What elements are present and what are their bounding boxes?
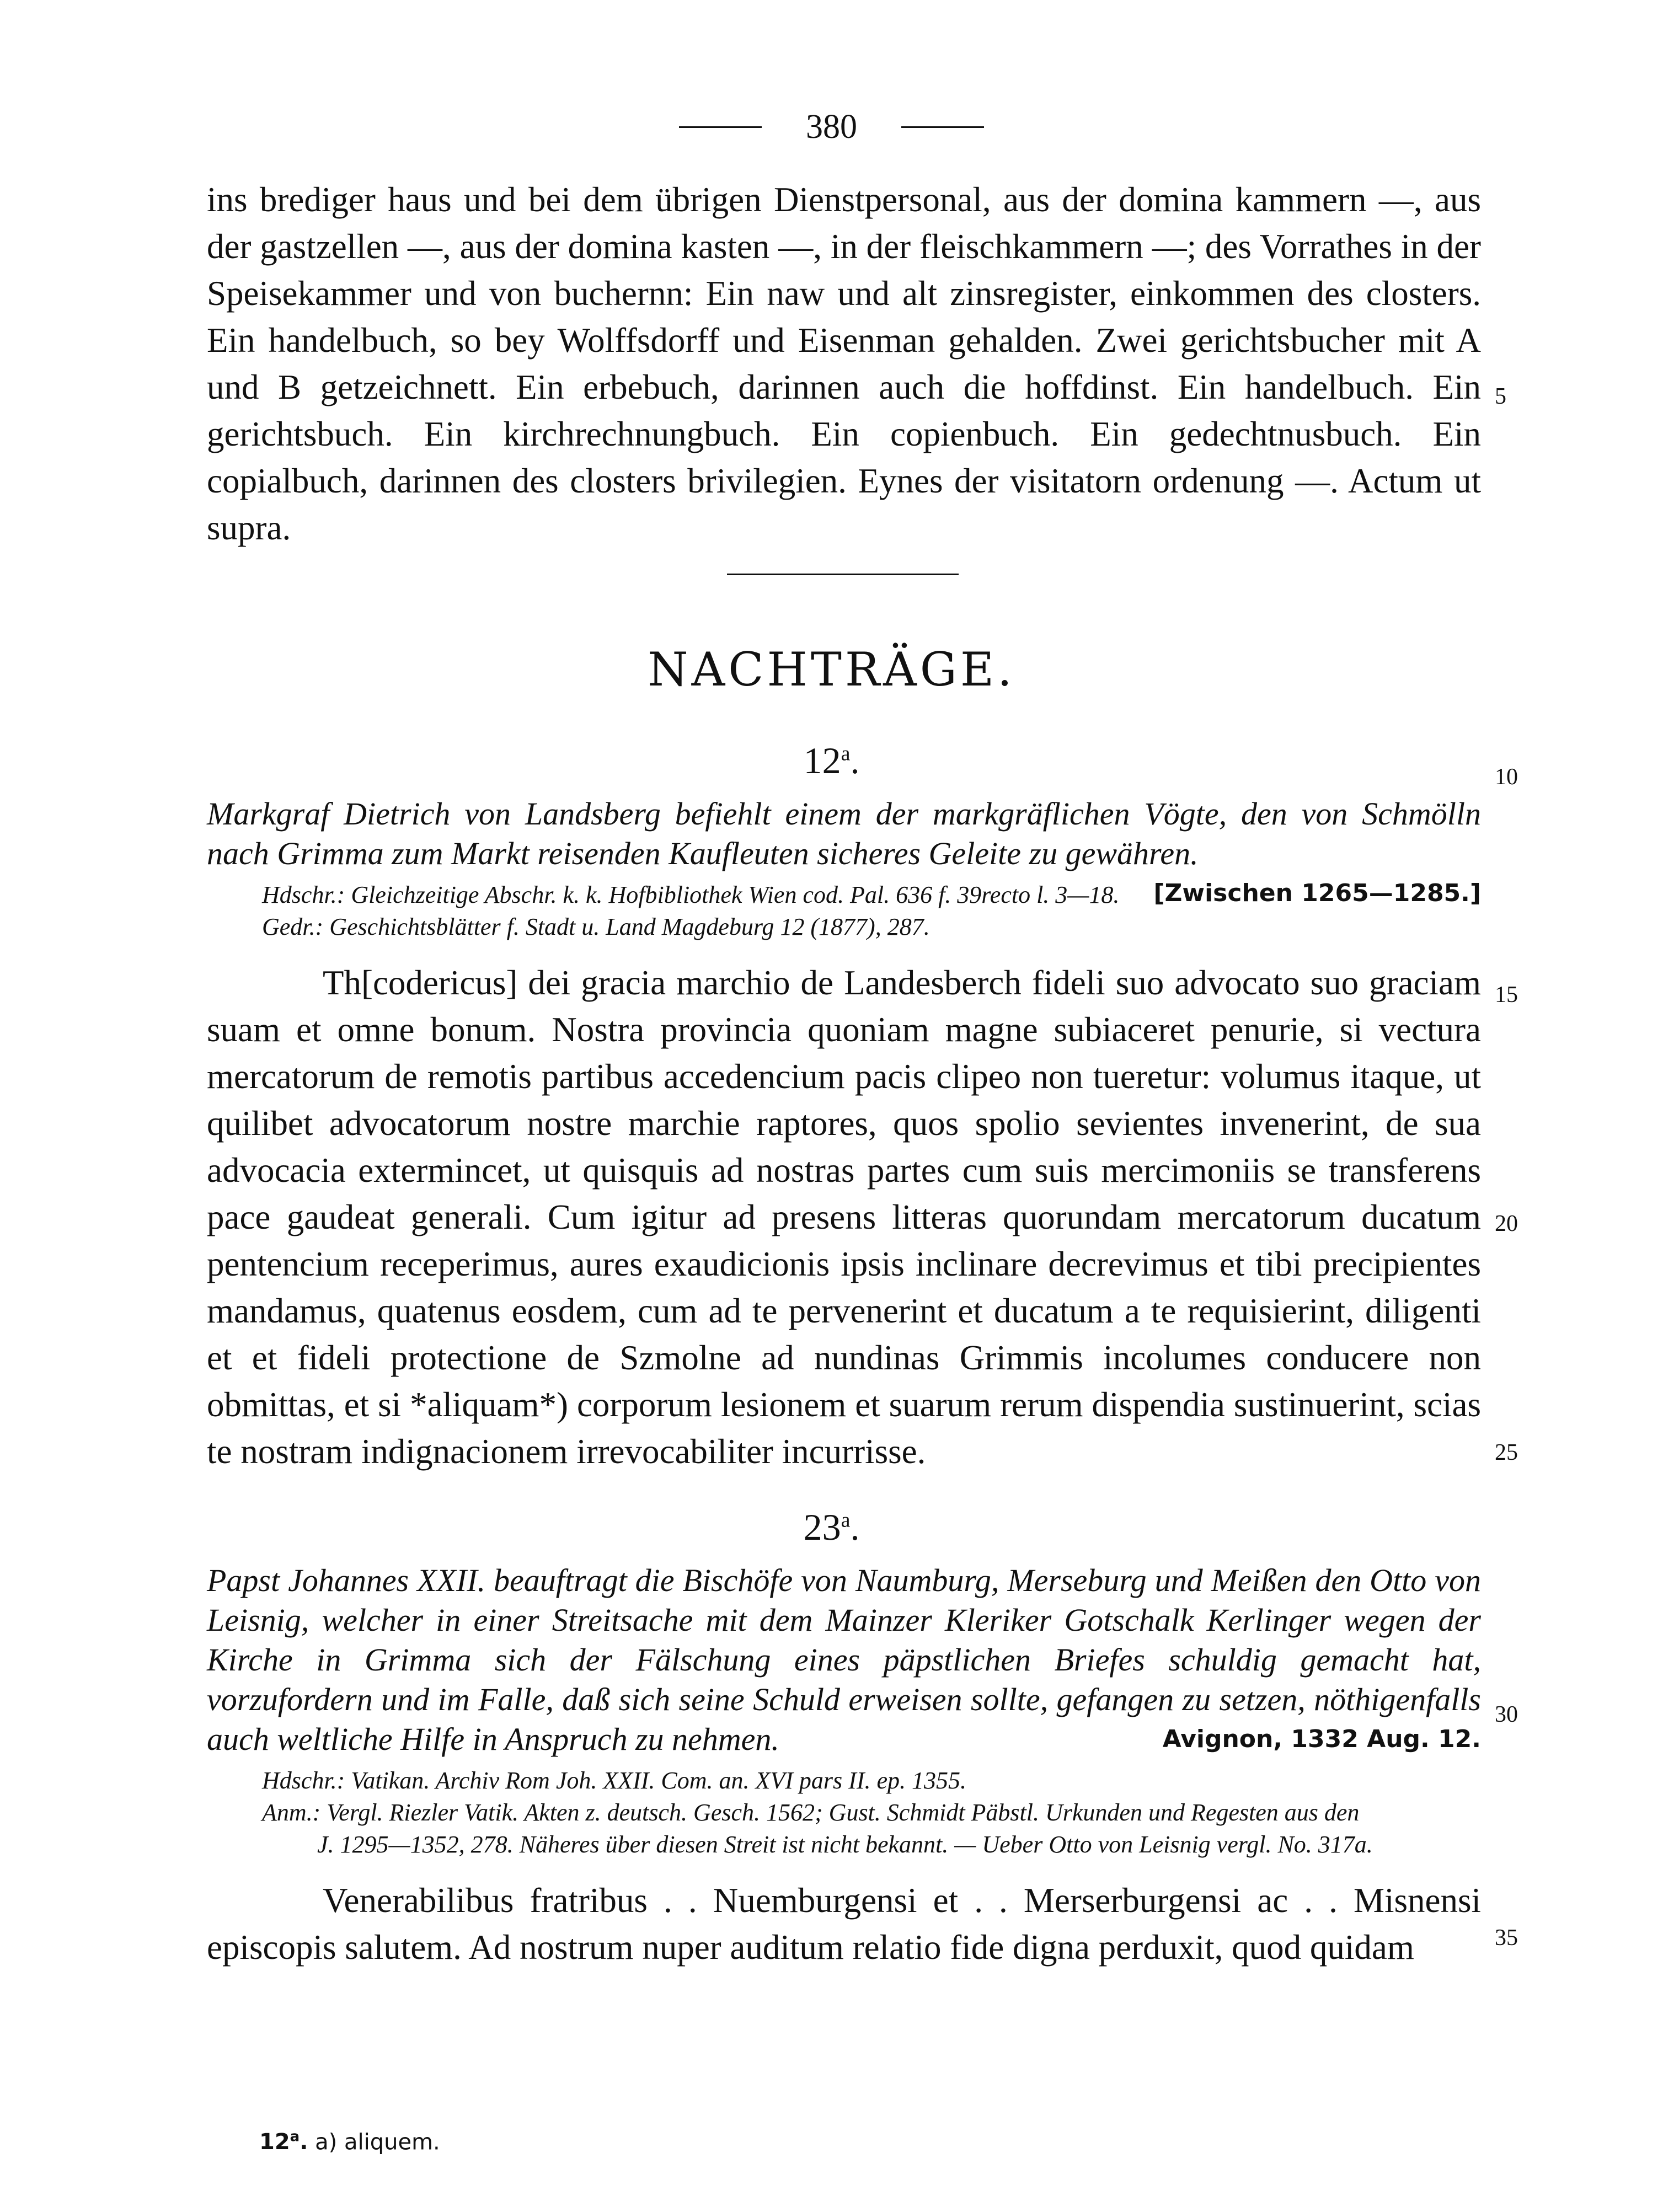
footnote-ref: 12$^a$.	[259, 2129, 308, 2155]
line-number: 5	[1495, 384, 1506, 409]
footnote-text: a) aliquem.	[315, 2129, 440, 2155]
text-12a: Th[codericus] dei gracia marchio de Landesberch fideli suo advocato suo graciam suam et omne bonum. Nostra provincia quoniam magne subiaceret penurie, si vectura mercatorum de remotis partibus accedencium pacis clipeo non tueretur: volumus itaque, ut quilibet advocatorum nostre marchie raptores, quos spolio sevientes invenerint, de sua advocacia extermincet, ut quisquis ad nostras partes cum suis mercimoniis se transferens pace gaudeat generali. Cum igitur ad presens litteras quorundam mercatorum ducatum pentencium receperimus, aures exaudicionis ipsis inclinare decrevimus et tibi precipientes mandamus, quatenus eosdem, cum ad te pervenerint et ducatum a te requisierint, diligenti et et fideli protectione de Szmolne ad nundinas Grimmis incolumes conducere non obmittas, et si *aliquam*) corporum lesionem et suarum rerum dispendia sustinuerint, scias te nostram indignacionem irrevocabiliter incurrisse.	[207, 963, 1481, 1471]
footnote	[259, 2129, 440, 2155]
footnote-ref-number: 12	[259, 2129, 290, 2155]
intro-paragraph: ins brediger haus und bei dem übrigen Dienstpersonal, aus der domina kammern —, aus der gastzellen —, aus der domina kasten —, in der fleischkammern —; des Vorrathes in der Speisekammer und von buchernn: Ein naw und alt zinsregister, einkommen des closters. Ein handelbuch, so bey Wolffsdorff und Eisenman gehalden. Zwei gerichtsbucher mit A und B getzeichnett. Ein erbebuch, darinnen auch die hoffdinst. Ein handelbuch. Ein gerichtsbuch. Ein kirchrechnungbuch. Ein copienbuch. Ein gedechtnusbuch. Ein copialbuch, darinnen des closters brivilegien. Eynes der visitatorn ordenung —. Actum ut supra.	[207, 180, 1481, 547]
regest-text: Papst Johannes XXII. beauftragt die Bischöfe von Naumburg, Merseburg und Meißen den Otto von Leisnig, welcher in einer Streitsache mit dem Mainzer Kleriker Gotschalk Kerlinger wegen der Kirche in Grimma sich der Fälschung eines päpstlichen Briefes schuldig gemacht hat, vorzufordern und im Falle, daß sich seine Schuld erweisen sollte, gefangen zu setzen, nöthigenfalls auch weltliche Hilfe in Anspruch zu nehmen.	[207, 1562, 1481, 1757]
note-printed: Gedr.: Geschichtsblätter f. Stadt u. Land Magdeburg 12 (1877), 287.	[262, 913, 930, 940]
section-divider	[727, 574, 959, 575]
header-rule-left	[679, 126, 762, 128]
note-manuscript: Hdschr.: Vatikan. Archiv Rom Joh. XXII. Com. an. XVI pars II. ep. 1355.	[262, 1767, 967, 1794]
line-number: 35	[1495, 1925, 1518, 1951]
note-remark: Anm.: Vergl. Riezler Vatik. Akten z. deutsch. Gesch. 1562; Gust. Schmidt Päbstl. Urkunden und Regesten aus den	[262, 1799, 1360, 1826]
document-number-23a: 23$^a$.	[803, 1506, 860, 1548]
header-rule-right	[901, 126, 984, 128]
line-number: 20	[1495, 1211, 1518, 1236]
line-number: 25	[1495, 1440, 1518, 1465]
text-23a: Venerabilibus fratribus . . Nuemburgensi et . . Merserburgensi ac . . Misnensi episcopis salutem. Ad nostrum nuper auditum relatio fide digna perduxit, quod quidam	[207, 1881, 1481, 1967]
page-header	[0, 108, 1663, 147]
note-manuscript: Hdschr.: Gleichzeitige Abschr. k. k. Hofbibliothek Wien cod. Pal. 636 f. 39recto l. 3—18.	[262, 881, 1120, 908]
doc-number: 23	[803, 1506, 841, 1548]
document-12a	[207, 794, 1481, 1475]
regest-23a	[207, 1561, 1481, 1759]
date-12a: [Zwischen 1265—1285.]	[1153, 879, 1481, 907]
intro-block	[207, 176, 1481, 551]
document-number-12a: 12$^a$.	[803, 740, 860, 781]
doc-number-suffix: a	[841, 742, 851, 765]
line-number: 10	[1495, 764, 1518, 790]
page-number: 380	[806, 108, 857, 146]
date-23a: Avignon, 1332 Aug. 12.	[1162, 1725, 1481, 1753]
line-number: 30	[1495, 1702, 1518, 1727]
line-number: 15	[1495, 982, 1518, 1008]
section-heading: NACHTRÄGE.	[648, 642, 1015, 697]
notes-23a	[262, 1765, 1481, 1861]
footnote-ref-suffix: a	[290, 2129, 300, 2145]
doc-number: 12	[803, 740, 841, 781]
note-remark-cont: J. 1295—1352, 278. Näheres über diesen Streit ist nicht bekannt. — Ueber Otto von Leisnig vergl. No. 317a.	[317, 1831, 1373, 1858]
document-23a	[207, 1561, 1481, 1971]
doc-number-suffix: a	[841, 1508, 851, 1532]
regest-text: Markgraf Dietrich von Landsberg befiehlt einem der markgräflichen Vögte, den von Schmölln nach Grimma zum Markt reisenden Kaufleuten sicheres Geleite zu gewähren.	[207, 796, 1481, 871]
